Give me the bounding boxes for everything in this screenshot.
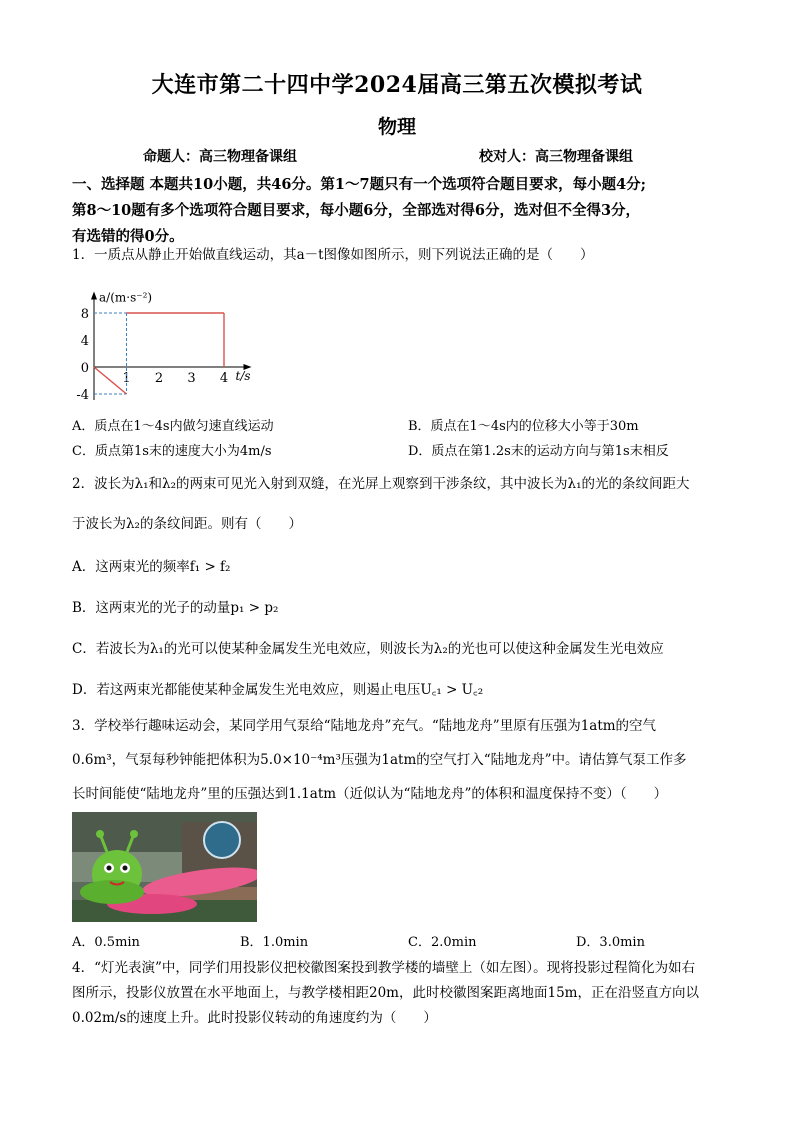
subject-title: 物理 bbox=[377, 116, 416, 138]
q2-stem-line-1: 2．波长为λ₁和λ₂的两束可见光入射到双缝，在光屏上观察到干涉条纹，其中波长为λ₁的光的条纹间距大 bbox=[72, 476, 690, 492]
q1-stem: 1．一质点从静止开始做直线运动，其a－t图像如图所示，则下列说法正确的是（ ） bbox=[72, 247, 594, 263]
q3-option-c: C．2.0min bbox=[408, 935, 477, 950]
y-tick-label: -4 bbox=[76, 388, 89, 403]
section-line-1: 一、选择题 本题共10小题，共46分。第1～7题只有一个选项符合题目要求，每小题4分; bbox=[72, 176, 647, 193]
q1-option-b: B．质点在1～4s内的位移大小等于30m bbox=[408, 419, 639, 434]
q2-option-d: D．若这两束光都能使某种金属发生光电效应，则遏止电压U꜀₁ > U꜀₂ bbox=[72, 682, 484, 698]
q2-stem-line-2: 于波长为λ₂的条纹间距。则有（ ） bbox=[72, 516, 302, 532]
q4-stem-line-3: 0.02m/s的速度上升。此时投影仪转动的角速度约为（ ） bbox=[72, 1010, 437, 1026]
q3-stem-line-3: 长时间能使“陆地龙舟”里的压强达到1.1atm（近似认为“陆地龙舟”的体积和温度保持不变）（ ） bbox=[72, 786, 668, 802]
q4-stem-line-1: 4．“灯光表演”中，同学们用投影仪把校徽图案投到教学楼的墙壁上（如左图）。现将投影过程简化为如右 bbox=[72, 960, 696, 976]
x-tick-label: 2 bbox=[154, 371, 164, 386]
y-tick-label: 8 bbox=[80, 307, 89, 322]
y-tick-label: 4 bbox=[80, 334, 89, 349]
x-tick-label: 4 bbox=[219, 371, 229, 386]
x-axis-label: t/s bbox=[235, 369, 251, 383]
q1-option-c: C．质点第1s末的速度大小为4m/s bbox=[72, 444, 272, 459]
q1-option-d: D．质点在第1.2s末的运动方向与第1s末相反 bbox=[408, 444, 669, 459]
q3-option-a: A．0.5min bbox=[72, 935, 140, 950]
q4-stem-line-2: 图所示，投影仪放置在水平地面上，与教学楼相距20m，此时校徽图案距离地面15m，正在沿竖直方向以 bbox=[72, 985, 699, 1001]
a-t-chart bbox=[72, 270, 272, 410]
q1-option-a: A．质点在1～4s内做匀速直线运动 bbox=[72, 419, 274, 434]
q2-option-a: A．这两束光的频率f₁ > f₂ bbox=[72, 559, 231, 575]
author-line: 命题人：高三物理备课组 bbox=[143, 149, 297, 165]
section-line-3: 有选错的得0分。 bbox=[72, 228, 184, 245]
exam-title: 大连市第二十四中学2024届高三第五次模拟考试 bbox=[151, 72, 643, 98]
x-tick-label: 3 bbox=[187, 371, 196, 386]
q3-stem-line-1: 3．学校举行趣味运动会，某同学用气泵给“陆地龙舟”充气。“陆地龙舟”里原有压强为1atm的空气 bbox=[72, 718, 657, 734]
x-tick-label: 1 bbox=[122, 371, 131, 386]
y-axis-label: a/(m·s⁻²) bbox=[99, 290, 153, 305]
q3-stem-line-2: 0.6m³，气泵每秒钟能把体积为5.0×10⁻⁴m³压强为1atm的空气打入“陆地龙舟”中。请估算气泵工作多 bbox=[72, 752, 687, 768]
section-instructions bbox=[72, 172, 732, 250]
q3-option-b: B．1.0min bbox=[240, 935, 309, 950]
q3-option-d: D．3.0min bbox=[576, 935, 645, 950]
dragon-boat-photo bbox=[72, 812, 257, 922]
section-line-2: 第8～10题有多个选项符合题目要求，每小题6分，全部选对得6分，选对但不全得3分， bbox=[72, 202, 641, 219]
q2-option-c: C．若波长为λ₁的光可以使某种金属发生光电效应，则波长为λ₂的光也可以使这种金属发生光电效应 bbox=[72, 641, 664, 657]
proofreader-line: 校对人：高三物理备课组 bbox=[479, 149, 633, 165]
y-axis-arrow bbox=[91, 292, 97, 300]
y-tick-label: 0 bbox=[80, 361, 89, 376]
q2-option-b: B．这两束光的光子的动量p₁ > p₂ bbox=[72, 600, 279, 616]
